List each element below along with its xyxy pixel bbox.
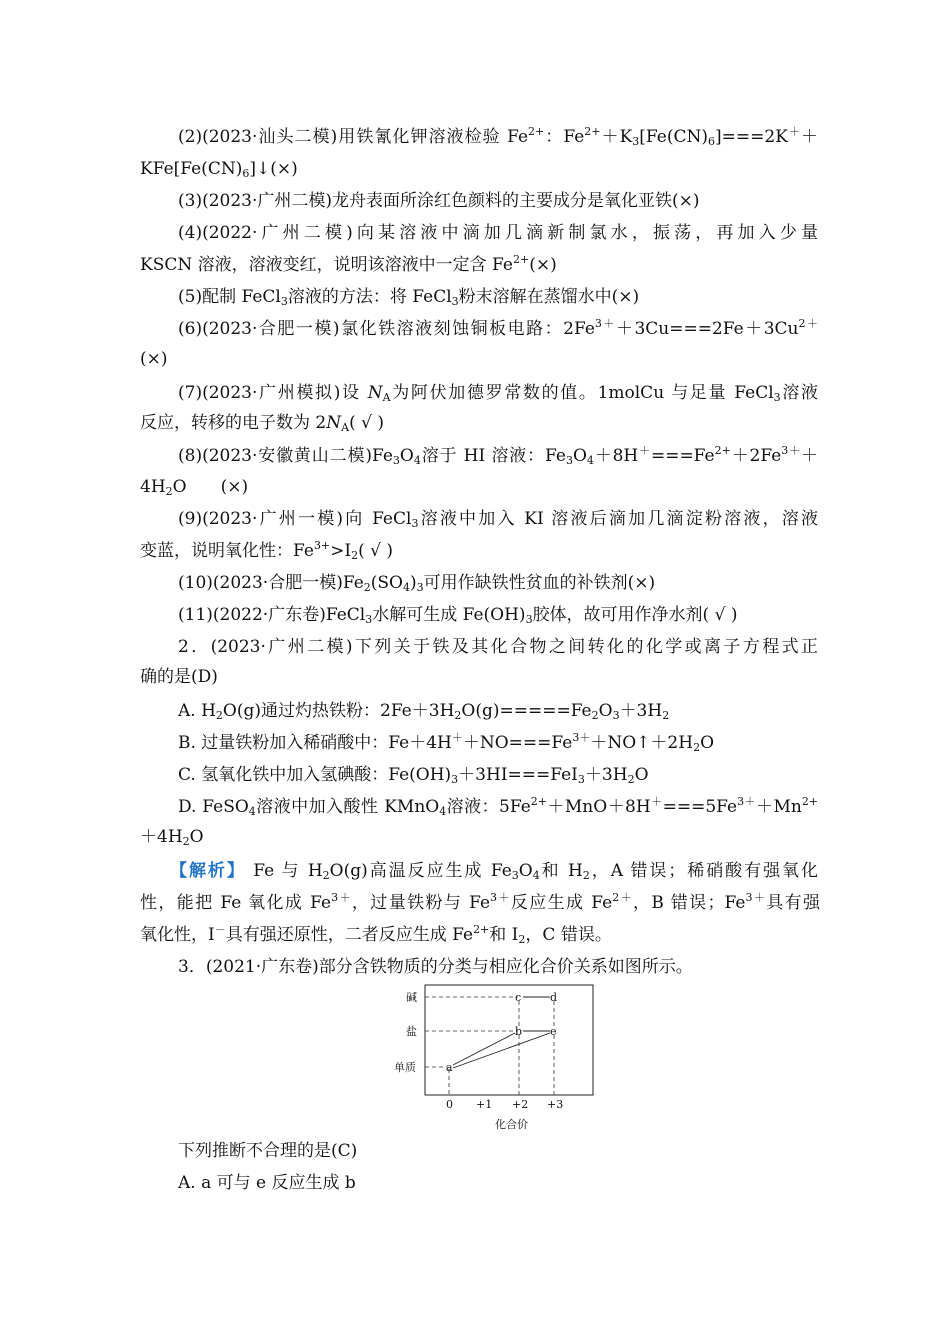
- item-7-line-2: 反应，转移的电子数为 $2N_A$( √ ): [140, 413, 384, 434]
- q2-option-d-line-2: $+4H_2O$: [140, 827, 204, 848]
- item-10: (10)(2023·合肥一模)$Fe_2(SO_4)_3$可用作缺铁性贫血的补铁剂(×): [178, 573, 656, 594]
- item-6-line-1: (6)(2023·合肥一模)氯化铁溶液刻蚀铜板电路：$2Fe^{3+}+3Cu===2Fe+3Cu^{2+}$: [178, 317, 818, 339]
- item-3: (3)(2023·广州二模)龙舟表面所涂红色颜料的主要成分是氧化亚铁(×): [178, 191, 700, 211]
- q2-stem-line-2: 确的是(D): [140, 667, 218, 687]
- item-4-line-1: (4)(2022·广州二模)向某溶液中滴加几滴新制氯水，振荡，再加入少量: [178, 223, 818, 243]
- item-2-line-2: $KFe[Fe(CN)_6]↓(\times)$: [140, 159, 298, 180]
- item-9-line-1: (9)(2023·广州一模)向 FeCl$_3$溶液中加入 KI 溶液后滴加几滴淀粉溶液，溶液: [178, 509, 818, 530]
- item-7-line-1: (7)(2023·广州模拟)设 $N_A$为阿伏加德罗常数的值。1molCu 与足量 FeCl$_3$溶液: [178, 383, 818, 404]
- item-8-line-2: $4H_2O$ (×): [140, 477, 249, 498]
- analysis-line-2: 性，能把 Fe 氧化成 $Fe^{3+}$，过量铁粉与 $Fe^{3+}$反应生成 $Fe^{2+}$，B 错误；$Fe^{3+}$具有强: [140, 891, 821, 913]
- item-11: (11)(2022·广东卷)FeCl$_3$水解可生成 $Fe(OH)_3$胶体，故可用作净水剂( √ ): [178, 605, 738, 626]
- item-9-line-2: 变蓝，说明氧化性：$Fe^{3+}>I_2$( √ ): [140, 539, 394, 562]
- iron-valence-diagram: [380, 982, 610, 1132]
- y-label-base: 碱: [406, 991, 417, 1004]
- x-tick-2: +2: [512, 1098, 529, 1111]
- q3-stem: 3．(2021·广东卷)部分含铁物质的分类与相应化合价关系如图所示。: [178, 957, 693, 977]
- q2-option-d-line-1: D. FeSO$_4$溶液中加入酸性 KMnO$_4$溶液：$5Fe^{2+}+MnO+8H^+===5Fe^{3+}+Mn^{2+}$: [178, 795, 819, 818]
- q2-option-c: C. 氢氧化铁中加入氢碘酸：$Fe(OH)_3+3HI===FeI_3+3H_2O$: [178, 765, 649, 786]
- q2-option-a: A. $H_2O(g)$通过灼热铁粉：$2Fe+3H_2O(g)=====Fe_2O_3+3H_2$: [178, 701, 670, 722]
- q3-option-a: A. a 可与 e 反应生成 b: [178, 1173, 356, 1193]
- q2-stem-line-1: 2．(2023·广州二模)下列关于铁及其化合物之间转化的化学或离子方程式正: [178, 637, 818, 657]
- point-a: a: [446, 1061, 453, 1074]
- x-tick-0: 0: [446, 1098, 453, 1111]
- analysis-tag: 【解析】: [170, 861, 246, 881]
- item-6-line-2: (×): [140, 349, 168, 369]
- point-c: c: [515, 991, 522, 1004]
- analysis-line-3: 氧化性，I－具有强还原性，二者反应生成 $Fe^{2+}$和 $I_2$，C 错误。: [140, 923, 612, 946]
- diagram-frame: [425, 985, 593, 1095]
- q2-option-b: B. 过量铁粉加入稀硝酸中：$Fe+4H^++NO===Fe^{3+}+NO↑+2H_2O$: [178, 731, 714, 754]
- analysis-line-1: 【解析】 Fe 与 $H_2O(g)$高温反应生成 $Fe_3O_4$和 $H_2$，A 错误；稀硝酸有强氧化: [170, 861, 819, 882]
- y-label-salt: 盐: [406, 1025, 417, 1038]
- x-tick-3: +3: [547, 1098, 564, 1111]
- point-d: d: [550, 991, 558, 1004]
- x-tick-1: +1: [476, 1098, 493, 1111]
- point-e: e: [550, 1025, 557, 1038]
- item-8-line-1: (8)(2023·安徽黄山二模)$Fe_3O_4$溶于 HI 溶液：$Fe_3O_4+8H^+===Fe^{2+}+2Fe^{3+}+$: [178, 444, 818, 467]
- item-5: (5)配制 FeCl$_3$溶液的方法：将 FeCl$_3$粉末溶解在蒸馏水中(×): [178, 287, 640, 308]
- y-label-element: 单质: [394, 1061, 416, 1074]
- x-axis-title: 化合价: [495, 1118, 528, 1131]
- point-b: b: [515, 1025, 523, 1038]
- q3-question: 下列推断不合理的是(C): [178, 1141, 358, 1161]
- item-4-line-2: KSCN 溶液，溶液变红，说明该溶液中一定含 $Fe^{2+}(\times)$: [140, 253, 557, 275]
- edge-a-e: [453, 1033, 550, 1068]
- item-2-line-1: (2)(2023·汕头二模)用铁氰化钾溶液检验 $Fe^{2+}$：$Fe^{2+}+K_3[Fe(CN)_6]===2K^++$: [178, 125, 818, 148]
